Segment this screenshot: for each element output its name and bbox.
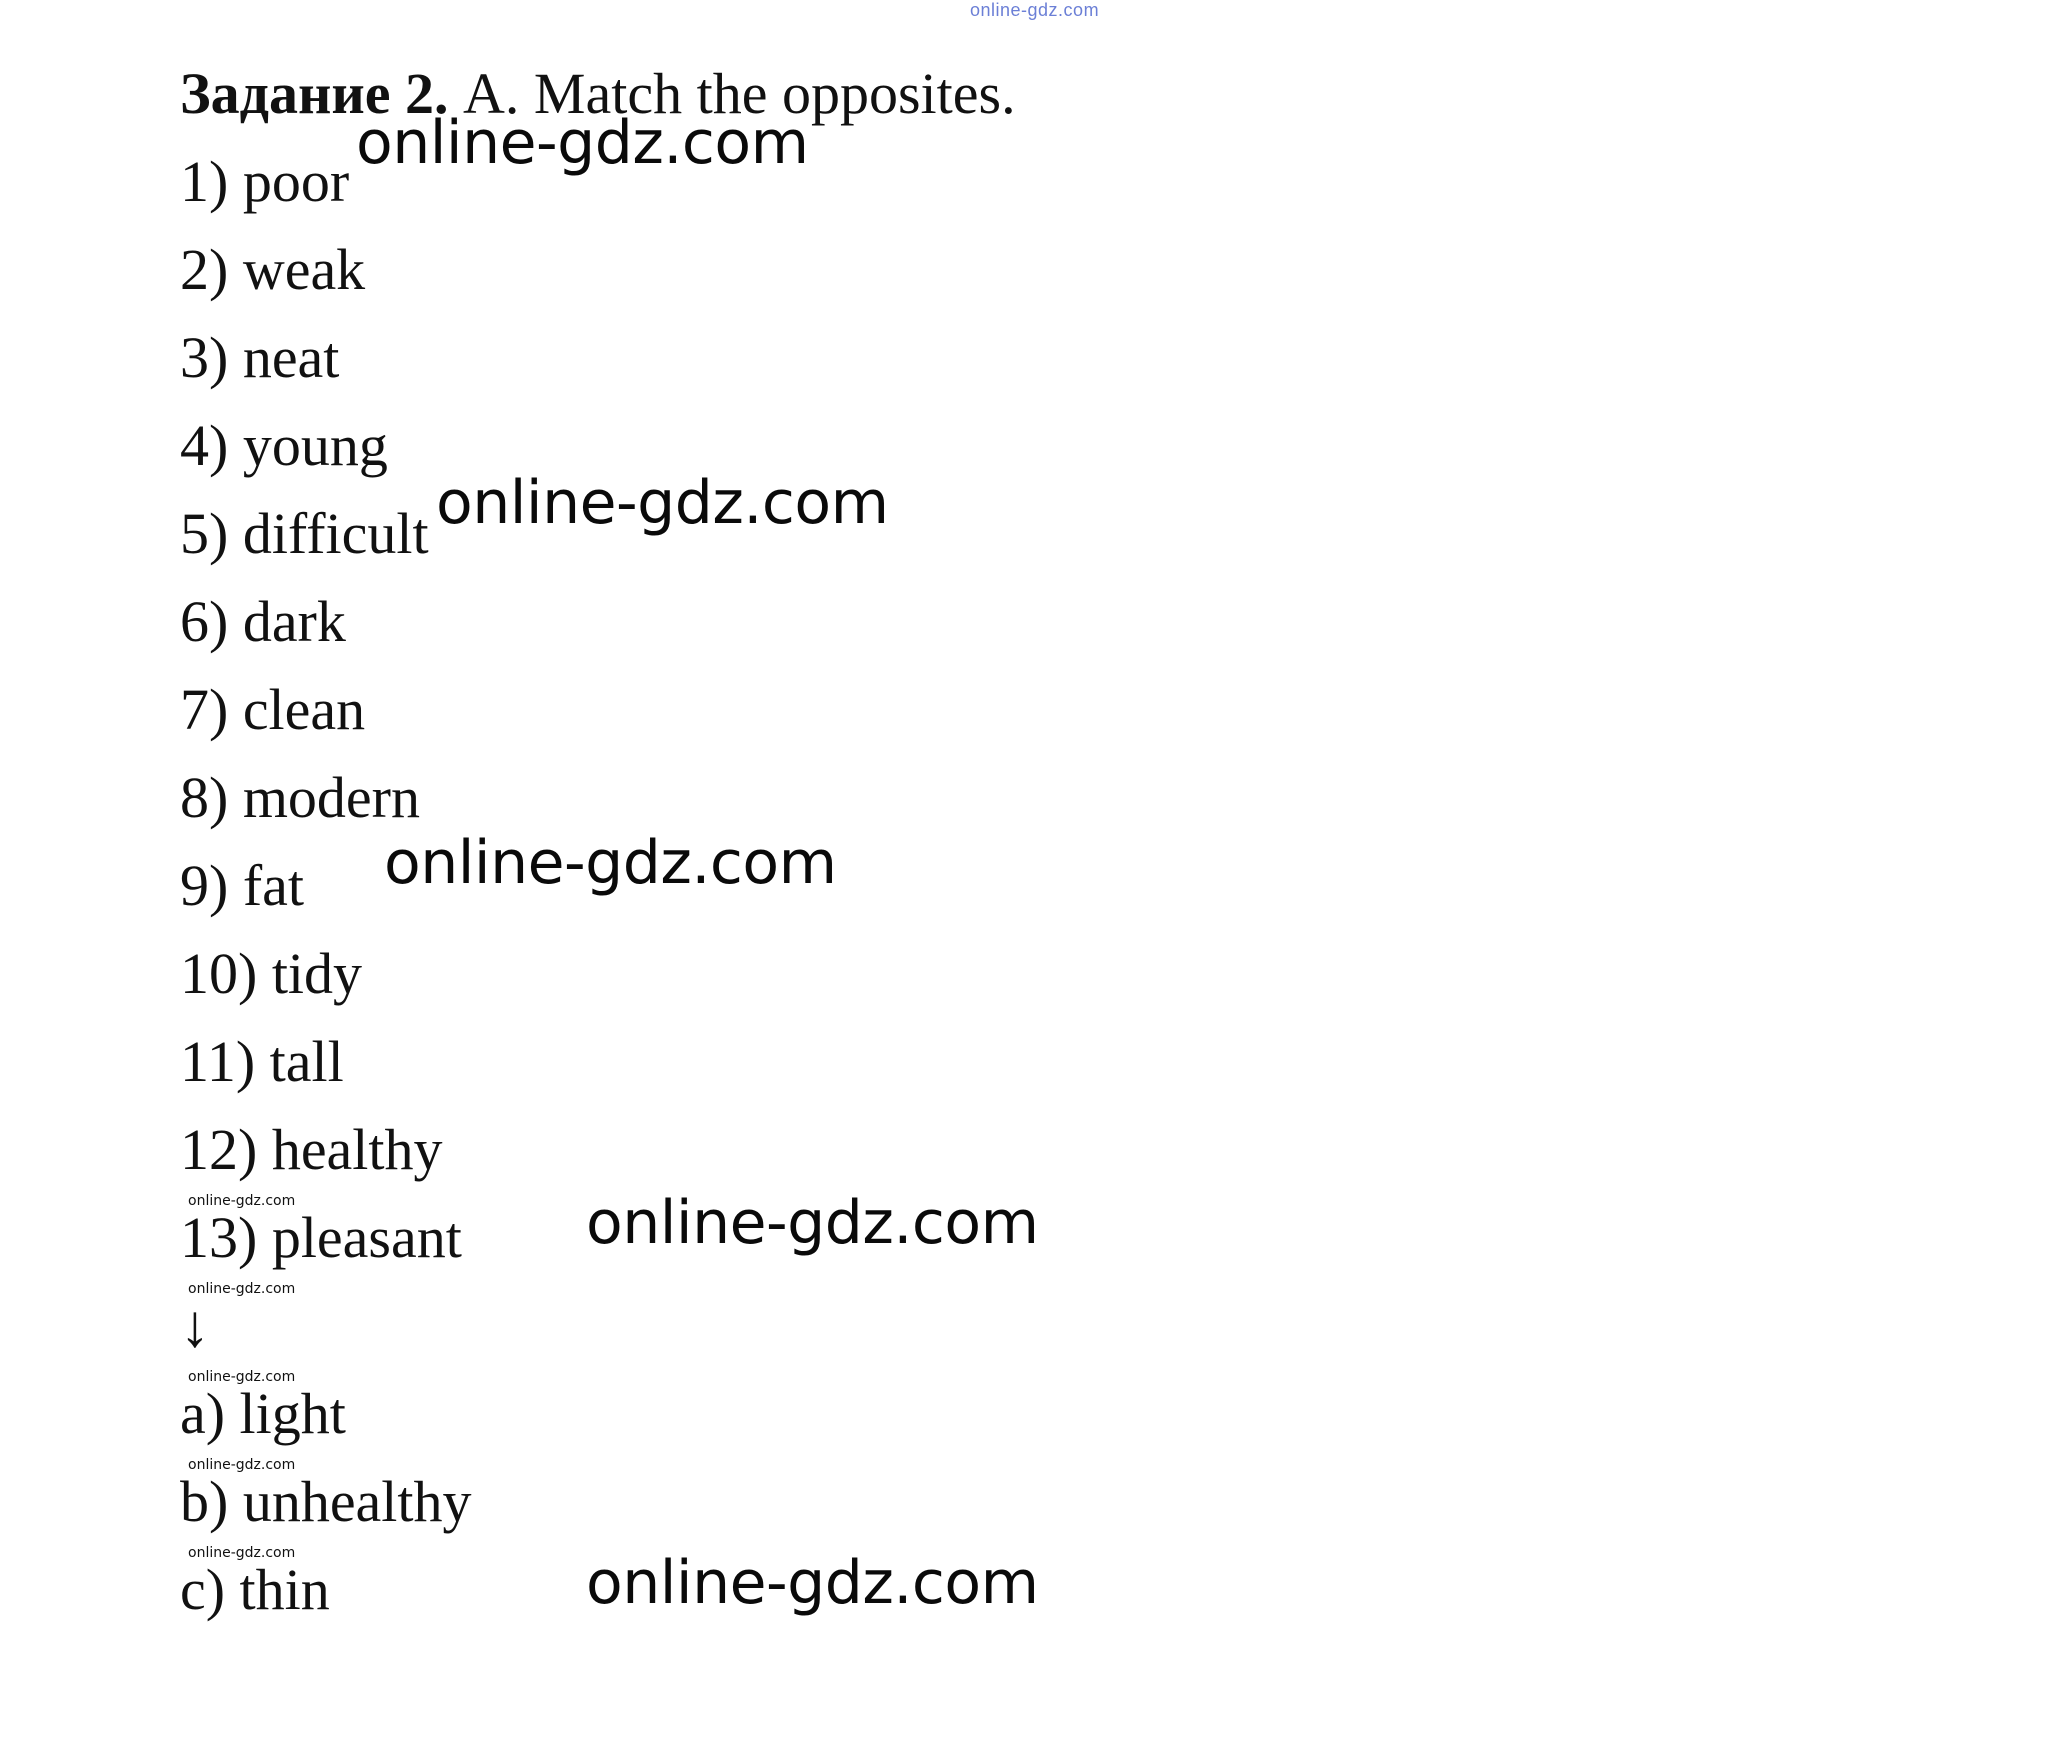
watermark-large: online-gdz.com: [586, 1548, 1039, 1618]
watermark-large: online-gdz.com: [586, 1188, 1039, 1258]
watermark-small: online-gdz.com: [188, 1457, 296, 1473]
top-watermark: online-gdz.com: [970, 0, 1100, 20]
watermark-large: online-gdz.com: [384, 828, 837, 898]
word-item-4: 4) young: [180, 413, 388, 478]
watermark-large: online-gdz.com: [436, 468, 889, 538]
word-item-2: 2) weak: [180, 237, 366, 302]
watermark-small: online-gdz.com: [188, 1545, 296, 1561]
word-item-7: 7) clean: [180, 677, 366, 742]
word-item-5: 5) difficult: [180, 501, 429, 566]
task-instruction: A. Match the opposites.: [463, 61, 1016, 126]
word-item-12: 12) healthy: [180, 1117, 443, 1182]
word-item-6: 6) dark: [180, 589, 346, 654]
watermark-small: online-gdz.com: [188, 1281, 296, 1297]
watermark-small: online-gdz.com: [188, 1193, 296, 1209]
option-item-c: c) thin: [180, 1557, 330, 1622]
word-item-13: 13) pleasant: [180, 1205, 462, 1270]
down-arrow-icon: ↓: [180, 1293, 210, 1359]
word-item-11: 11) tall: [180, 1029, 344, 1094]
watermark-small: online-gdz.com: [188, 1369, 296, 1385]
word-item-1: 1) poor: [180, 149, 350, 214]
word-item-9: 9) fat: [180, 853, 304, 918]
word-item-3: 3) neat: [180, 325, 340, 390]
word-item-8: 8) modern: [180, 765, 420, 830]
option-item-a: a) light: [180, 1381, 346, 1446]
option-item-b: b) unhealthy: [180, 1469, 472, 1534]
watermark-large: online-gdz.com: [356, 108, 809, 178]
task-label: Задание 2.: [180, 61, 449, 126]
word-item-10: 10) tidy: [180, 941, 363, 1006]
